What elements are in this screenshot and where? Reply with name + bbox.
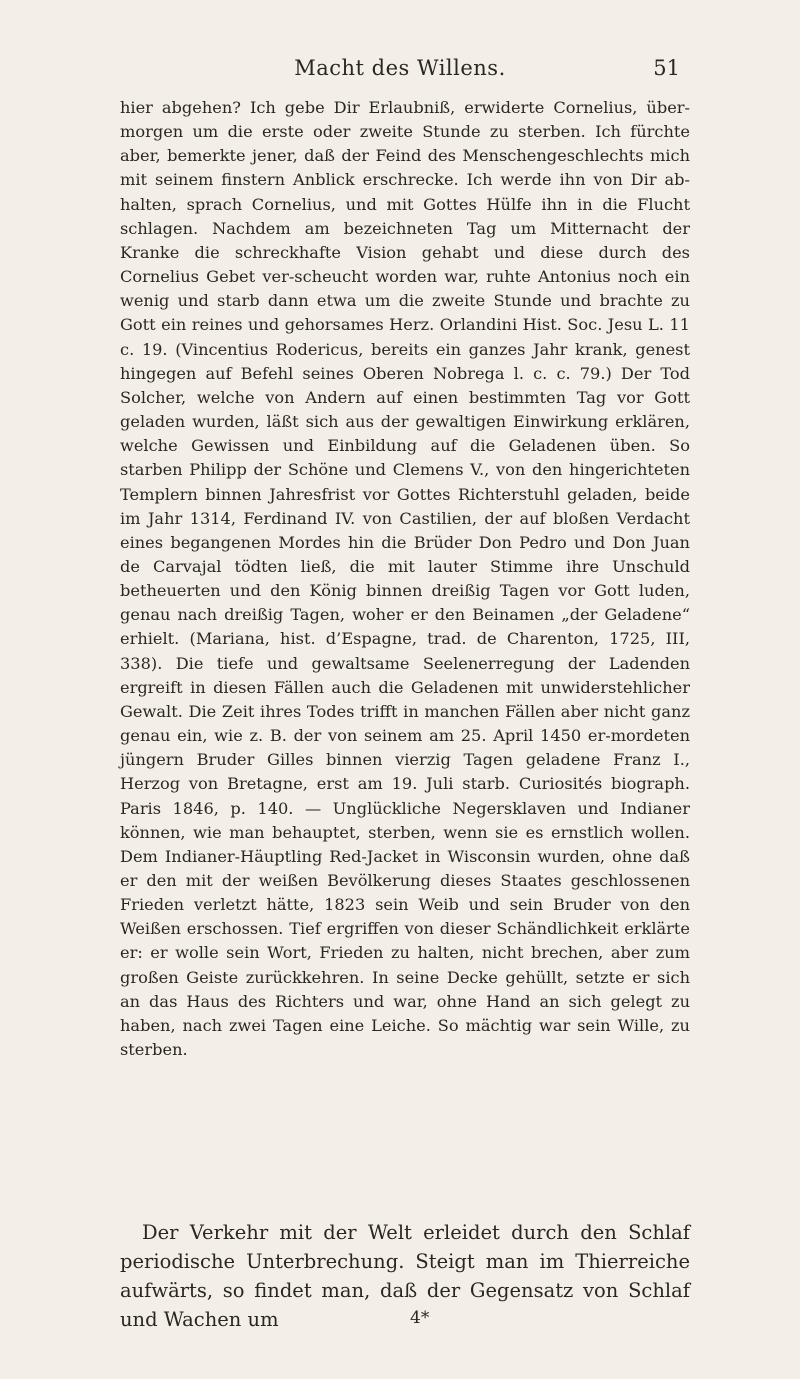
paragraph-text: Der Verkehr mit der Welt erleidet durch den Schlaf periodische Unterbrechung. Steigt man im Thierreiche aufwärts, so findet man, daß der Gegensatz von Schlaf und Wachen um [120, 1221, 690, 1331]
signature-mark: 4* [410, 1308, 430, 1328]
main-paragraph [120, 1218, 690, 1334]
paragraph-text: hier abgehen? Ich gebe Dir Erlaubniß, erwiderte Cornelius, über-morgen um die erste oder zweite Stunde zu sterben. Ich fürchte aber, bemerkte jener, daß der Feind des Menschengeschlechts mich mit seinem finstern Anblick erschrecke. Ich werde ihn von Dir ab-halten, sprach Cornelius, und mit Gottes Hülfe ihn in die Flucht schlagen. Nachdem am bezeichneten Tag um Mitternacht der Kranke die schreckhafte Vision gehabt und diese durch des Cornelius Gebet ver-scheucht worden war, ruhte Antonius noch ein wenig und starb dann etwa um die zweite Stunde und brachte zu Gott ein reines und gehorsames Herz. Orlandini Hist. Soc. Jesu L. 11 c. 19. (Vincentius Rodericus, bereits ein ganzes Jahr krank, genest hingegen auf Befehl seines Oberen Nobrega l. c. c. 79.) Der Tod Solcher, welche von Andern auf einen bestimmten Tag vor Gott geladen wurden, läßt sich aus der gewaltigen Einwirkung erklären, welche Gewissen und Einbildung auf die Geladenen üben. So starben Philipp der Schöne und Clemens V., von den hingerichteten Templern binnen Jahresfrist vor Gottes Richterstuhl geladen, beide im Jahr 1314, Ferdinand IV. von Castilien, der auf bloßen Verdacht eines begangenen Mordes hin die Brüder Don Pedro und Don Juan de Carvajal tödten ließ, die mit lauter Stimme ihre Unschuld betheuerten und den König binnen dreißig Tagen vor Gott luden, genau nach dreißig Tagen, woher er den Beinamen „der Geladene“ erhielt. (Mariana, hist. d’Espagne, trad. de Charenton, 1725, III, 338). Die tiefe und gewaltsame Seelenerregung der Ladenden ergreift in diesen Fällen auch die Geladenen mit unwiderstehlicher Gewalt. Die Zeit ihres Todes trifft in manchen Fällen aber nicht ganz genau ein, wie z. B. der von seinem am 25. April 1450 er-mordeten jüngern Bruder Gilles binnen vierzig Tagen geladene Franz I., Herzog von Bretagne, erst am 19. Juli starb. Curiosités biograph. Paris 1846, p. 140. — Unglückliche Negersklaven und Indianer können, wie man behauptet, sterben, wenn sie es ernstlich wollen. Dem Indianer-Häuptling Red-Jacket in Wisconsin wurden, ohne daß er den mit der weißen Bevölkerung dieses Staates geschlossenen Frieden verletzt hätte, 1823 sein Weib und sein Bruder von den Weißen erschossen. Tief ergriffen von dieser Schändlichkeit erklärte er: er wolle sein Wort, Frieden zu halten, nicht brechen, aber zum großen Geiste zurückkehren. In seine Decke gehüllt, setzte er sich an das Haus des Richters und war, ohne Hand an sich gelegt zu haben, nach zwei Tagen eine Leiche. So mächtig war sein Wille, zu sterben. [120, 98, 690, 1060]
page-number: 51 [653, 56, 680, 80]
running-title: Macht des Willens. [294, 56, 506, 80]
footnote-paragraph [120, 96, 690, 1062]
